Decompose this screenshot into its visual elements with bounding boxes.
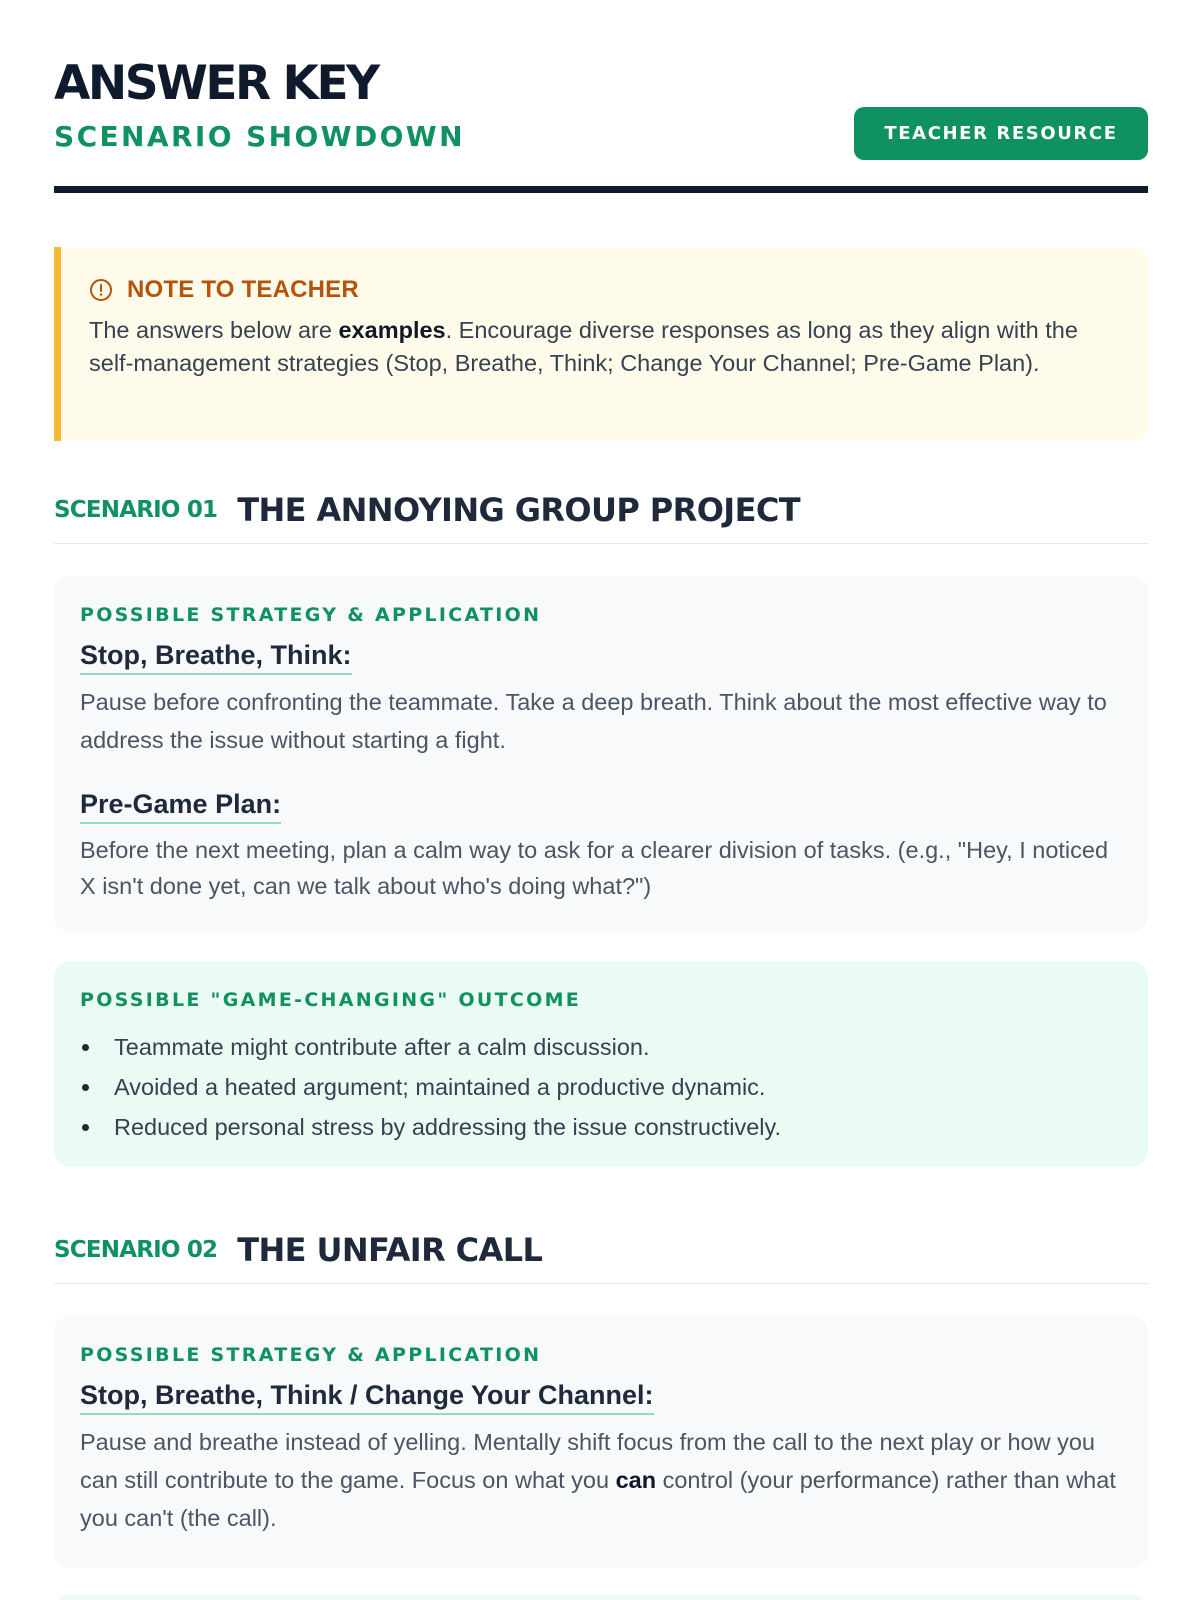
scenario-title: THE UNFAIR CALL: [237, 1230, 543, 1269]
strategy-description: Before the next meeting, plan a calm way to ask for a clearer division of tasks. (e.g., "Hey, I noticed X isn't done yet, can we talk about who's doing what?"): [80, 837, 1109, 899]
scenario-number: SCENARIO 01: [54, 496, 218, 523]
scenario-01-strategy-card: [54, 576, 1148, 932]
answer-key-page: [54, 0, 1148, 1531]
strategy-name: Stop, Breathe, Think / Change Your Channel:: [80, 1379, 654, 1415]
page-subtitle: SCENARIO SHOWDOWN: [54, 120, 465, 153]
strategy-label: POSSIBLE STRATEGY & APPLICATION: [80, 604, 542, 626]
scenario-title: THE ANNOYING GROUP PROJECT: [237, 490, 800, 529]
page-header: [54, 0, 1148, 194]
list-item: Teammate might contribute after a calm discussion.: [80, 1027, 1122, 1067]
strategy-name: Stop, Breathe, Think:: [80, 639, 352, 675]
note-body: The answers below are examples. Encourage diverse responses as long as they align with the self-management strategies (Stop, Breathe, Think; Change Your Channel; Pre-Game Plan).: [89, 317, 1078, 376]
strategy-label: POSSIBLE STRATEGY & APPLICATION: [80, 1344, 542, 1366]
scenario-01-header: [54, 486, 1148, 544]
list-item: Avoided a heated argument; maintained a productive dynamic.: [80, 1067, 1122, 1107]
header-divider: [54, 186, 1148, 193]
alert-circle-icon: [89, 278, 113, 302]
list-item: Reduced personal stress by addressing the issue constructively.: [80, 1107, 1122, 1147]
scenario-number: SCENARIO 02: [54, 1236, 218, 1263]
strategy-description: Pause before confronting the teammate. Take a deep breath. Think about the most effective way to address the issue without starting a fight.: [80, 689, 1107, 753]
scenario-02-header: [54, 1226, 1148, 1284]
note-title: NOTE TO TEACHER: [127, 276, 359, 303]
strategy-name: Pre-Game Plan:: [80, 788, 281, 824]
outcome-list: [80, 1027, 1122, 1147]
scenario-01-outcome-card: [54, 961, 1148, 1167]
strategy-description: Pause and breathe instead of yelling. Mentally shift focus from the call to the next play or how you can still contribute to the game. Focus on what you can control (your performance) rather than what you can't (the call).: [80, 1429, 1116, 1531]
page-title: ANSWER KEY: [54, 56, 378, 111]
note-to-teacher: [54, 247, 1148, 441]
scenario-02-strategy-card: [54, 1316, 1148, 1568]
scenario-02-outcome-card: [54, 1595, 1148, 1600]
outcome-label: POSSIBLE "GAME-CHANGING" OUTCOME: [80, 989, 582, 1011]
teacher-resource-badge: TEACHER RESOURCE: [854, 107, 1148, 160]
